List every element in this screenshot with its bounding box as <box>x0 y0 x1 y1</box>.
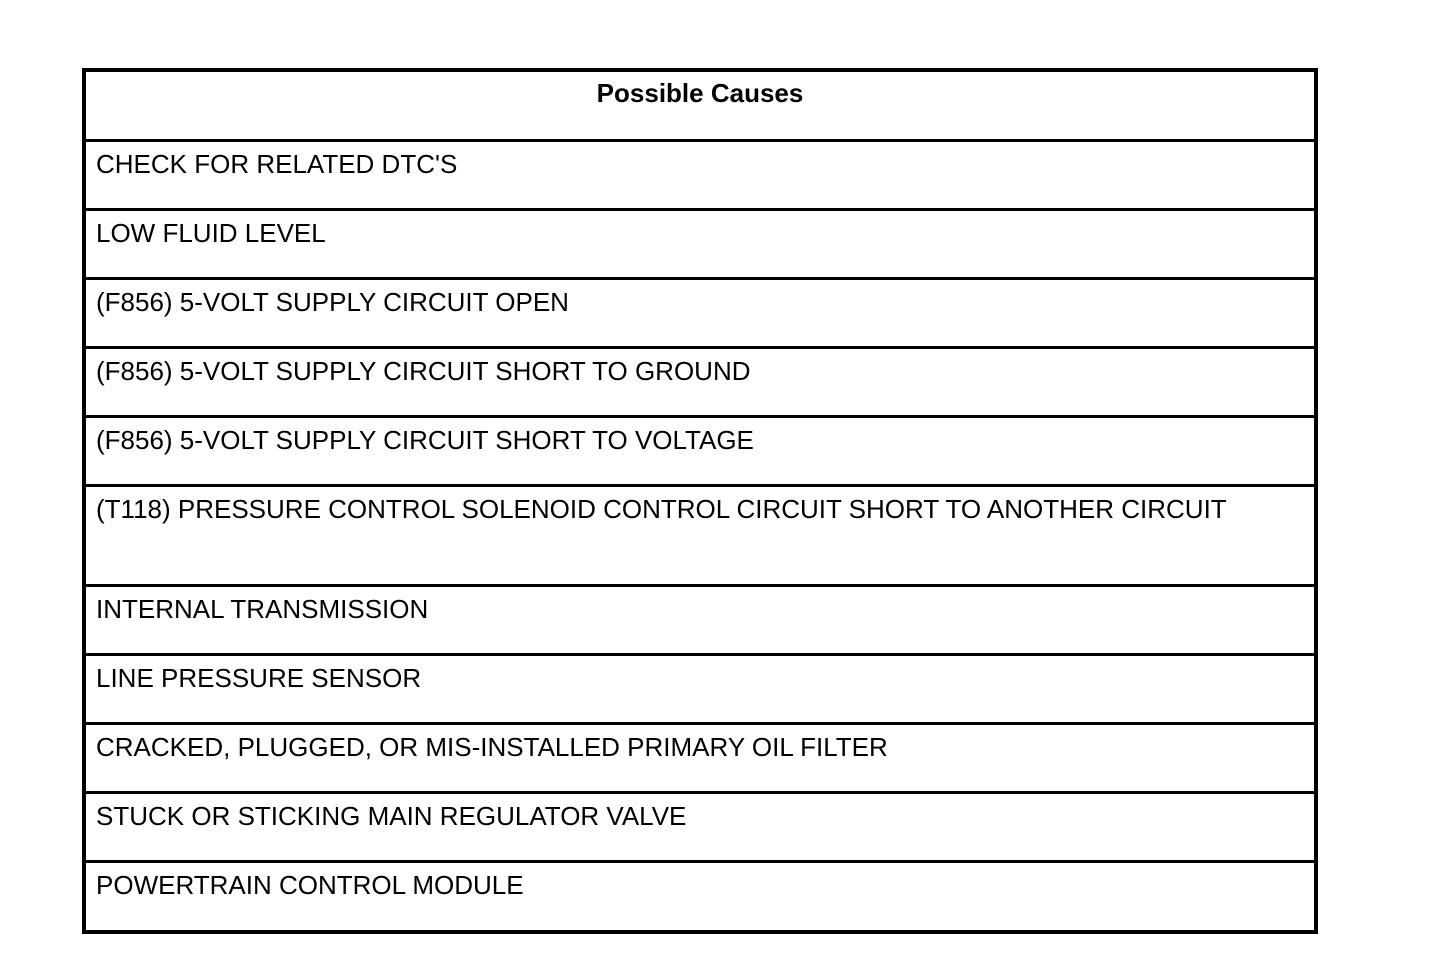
cause-row: LOW FLUID LEVEL <box>86 211 1314 280</box>
cause-row: (F856) 5-VOLT SUPPLY CIRCUIT SHORT TO GROUND <box>86 349 1314 418</box>
table-header: Possible Causes <box>86 72 1314 142</box>
cause-row: POWERTRAIN CONTROL MODULE <box>96 870 524 900</box>
cause-row: LINE PRESSURE SENSOR <box>86 656 1314 725</box>
cause-row: STUCK OR STICKING MAIN REGULATOR VALVE <box>86 794 1314 863</box>
possible-causes-table <box>82 68 1318 934</box>
cause-row: (F856) 5-VOLT SUPPLY CIRCUIT SHORT TO VOLTAGE <box>86 418 1314 487</box>
cause-row: INTERNAL TRANSMISSION <box>86 587 1314 656</box>
cause-row: CRACKED, PLUGGED, OR MIS-INSTALLED PRIMARY OIL FILTER <box>86 725 1314 794</box>
cause-row: (T118) PRESSURE CONTROL SOLENOID CONTROL CIRCUIT SHORT TO ANOTHER CIRCUIT <box>86 487 1314 587</box>
cause-row: (F856) 5-VOLT SUPPLY CIRCUIT OPEN <box>86 280 1314 349</box>
cause-row: CHECK FOR RELATED DTC'S <box>86 142 1314 211</box>
